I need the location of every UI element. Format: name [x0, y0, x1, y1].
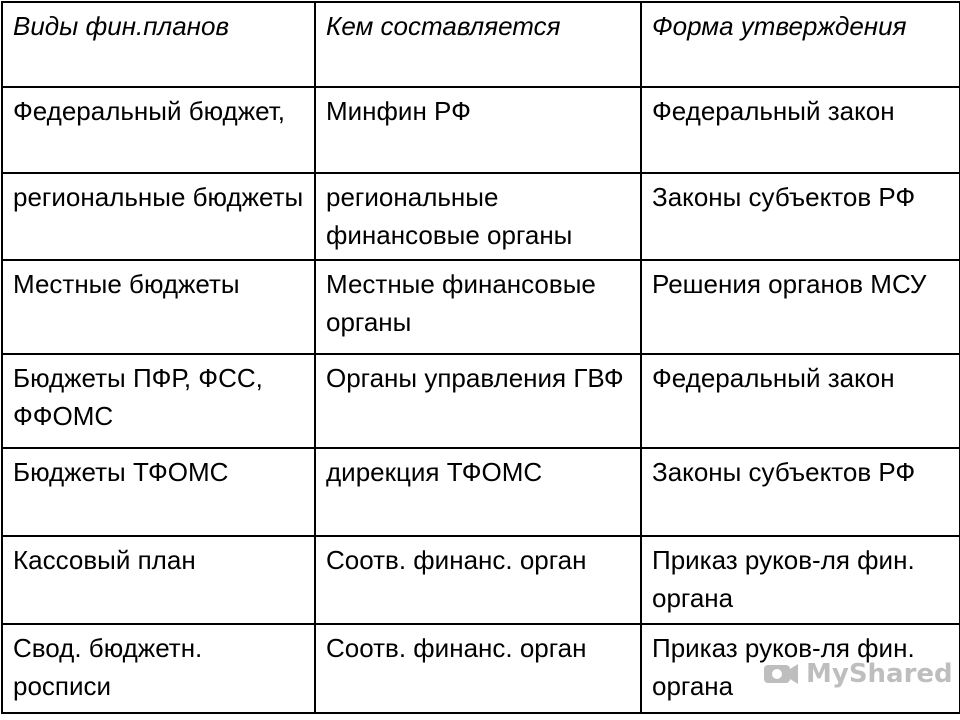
cell-plan-type: Кассовый план — [2, 536, 315, 624]
cell-approval-form: Федеральный закон — [641, 87, 960, 173]
table-header-row — [2, 2, 960, 87]
header-plan-type: Виды фин.планов — [2, 2, 315, 87]
cell-approval-form: Законы субъектов РФ — [641, 173, 960, 260]
table-row — [2, 173, 960, 260]
header-compiled-by: Кем составляется — [315, 2, 641, 87]
cell-plan-type: Бюджеты ПФР, ФСС, ФФОМС — [2, 354, 315, 448]
financial-plans-table — [1, 1, 960, 714]
cell-compiled-by: Соотв. финанс. орган — [315, 536, 641, 624]
table-row — [2, 536, 960, 624]
cell-compiled-by: Соотв. финанс. орган — [315, 624, 641, 713]
table-row — [2, 260, 960, 354]
cell-plan-type: Бюджеты ТФОМС — [2, 448, 315, 536]
cell-compiled-by: Минфин РФ — [315, 87, 641, 173]
cell-approval-form: Федеральный закон — [641, 354, 960, 448]
cell-compiled-by: дирекция ТФОМС — [315, 448, 641, 536]
table-row — [2, 354, 960, 448]
table-row — [2, 624, 960, 713]
table-row — [2, 87, 960, 173]
cell-plan-type: Свод. бюджетн. росписи — [2, 624, 315, 713]
cell-compiled-by: Органы управления ГВФ — [315, 354, 641, 448]
cell-approval-form: Решения органов МСУ — [641, 260, 960, 354]
header-approval-form: Форма утверждения — [641, 2, 960, 87]
cell-plan-type: Федеральный бюджет, — [2, 87, 315, 173]
watermark-text: MyShared — [806, 659, 953, 689]
cell-plan-type: региональные бюджеты — [2, 173, 315, 260]
cell-plan-type: Местные бюджеты — [2, 260, 315, 354]
cell-approval-form: Приказ руков-ля фин. органа — [641, 624, 960, 713]
table-row — [2, 448, 960, 536]
cell-compiled-by: Местные финансовые органы — [315, 260, 641, 354]
cell-compiled-by: региональные финансовые органы — [315, 173, 641, 260]
cell-approval-form: Приказ руков-ля фин. органа — [641, 536, 960, 624]
cell-approval-form: Законы субъектов РФ — [641, 448, 960, 536]
